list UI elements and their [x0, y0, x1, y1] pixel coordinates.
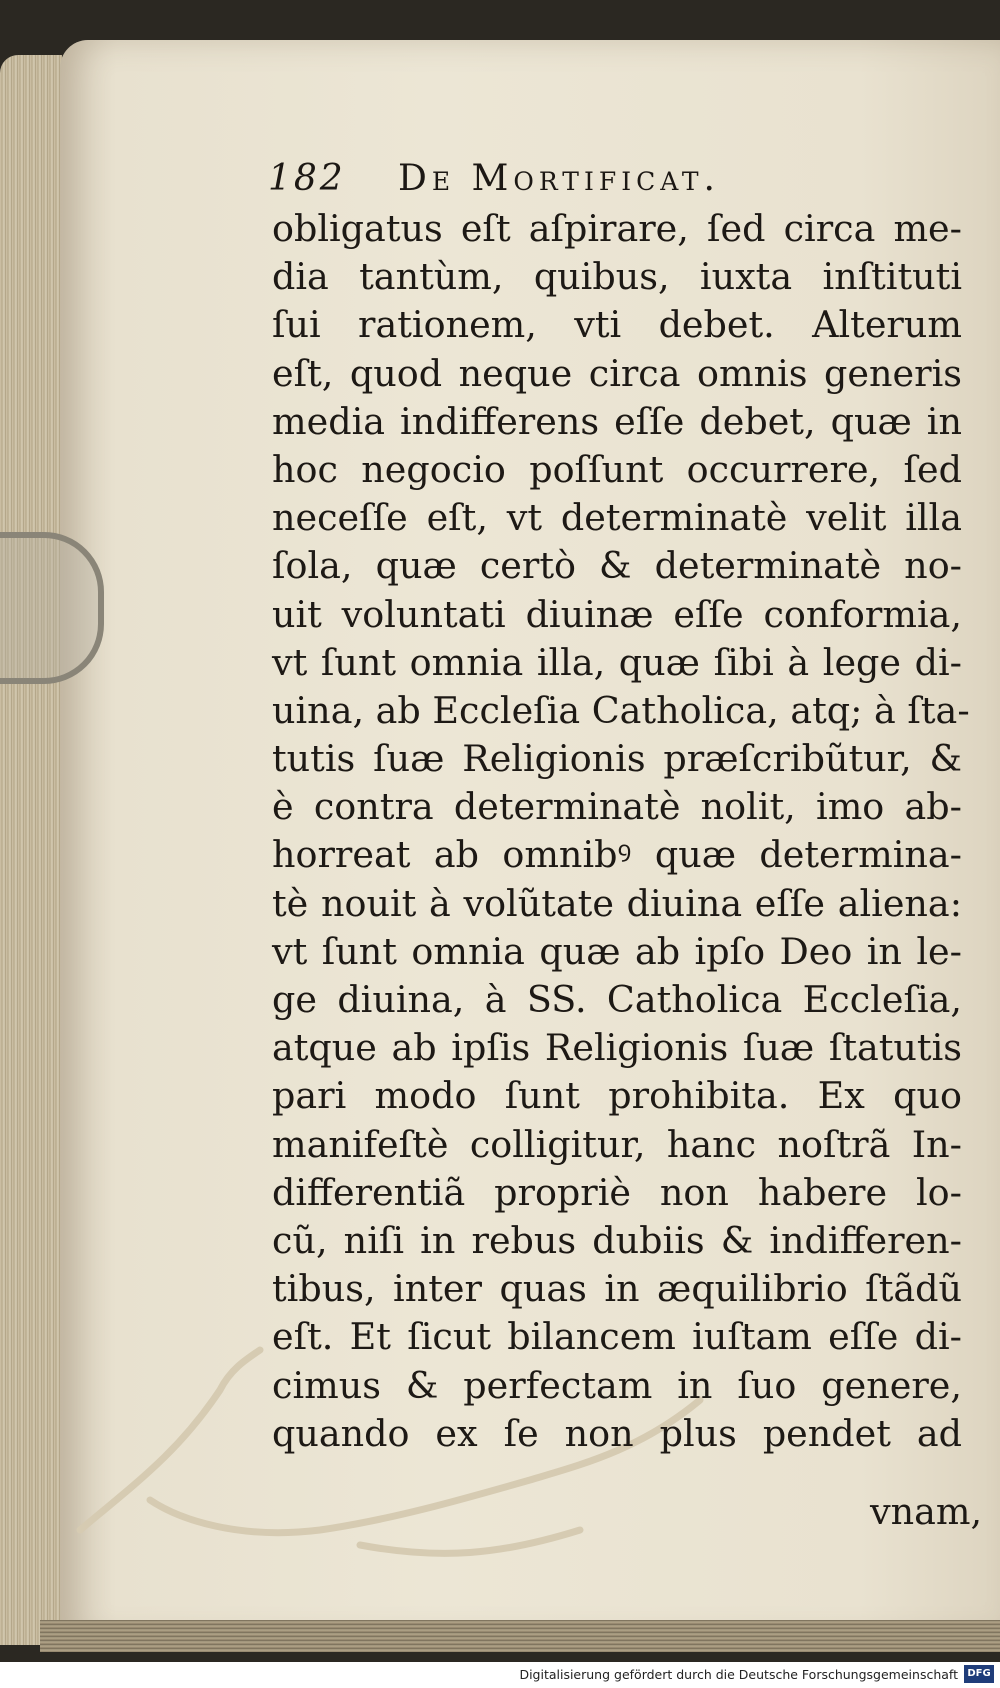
text-line: cimus & perfectam in ſuo genere,: [272, 1363, 962, 1407]
text-line: manifeſtè colligitur, hanc noſtrã In-: [272, 1122, 962, 1166]
text-line: uit voluntati diuinæ eſſe conformia,: [272, 592, 962, 636]
text-line: ſola, quæ certò & determinatè no-: [272, 544, 962, 588]
text-line: dia tantùm, quibus, iuxta inſtituti: [272, 255, 962, 299]
text-line: quando ex ſe non plus pendet ad: [272, 1411, 962, 1455]
text-line: pari modo ſunt prohibita. Ex quo: [272, 1074, 962, 1118]
page-header: [268, 158, 828, 208]
text-line: hoc negocio poſſunt occurrere, ſed: [272, 447, 962, 491]
text-line: vt ſunt omnia illa, quæ ſibi à lege di-: [272, 640, 962, 684]
text-line: atque ab ipſis Religionis ſuæ ſtatutis: [272, 1026, 962, 1070]
text-line: ſui rationem, vti debet. Alterum: [272, 303, 962, 347]
text-line: media indifferens eſſe debet, quæ in: [272, 399, 962, 443]
text-line: differentiã propriè non habere lo-: [272, 1170, 962, 1214]
text-line: neceſſe eſt, vt determinatè velit illa: [272, 496, 962, 540]
page-bottom-edge: [40, 1620, 1000, 1652]
book-clasp: [0, 532, 104, 684]
running-title: De Mortificat.: [398, 158, 721, 199]
text-line: è contra determinatè nolit, imo ab-: [272, 785, 962, 829]
text-line: uina, ab Eccleſia Catholica, atq; à ſta-: [272, 688, 970, 732]
funding-credit: Digitalisierung gefördert durch die Deutsche Forschungsgemeinschaft: [519, 1667, 958, 1682]
text-line: ge diuina, à SS. Catholica Eccleſia,: [272, 978, 962, 1021]
text-line: tutis ſuæ Religionis præſcribũtur, &: [272, 737, 962, 781]
page-number: 182: [268, 158, 346, 199]
dfg-logo: DFG: [964, 1665, 994, 1683]
text-line: obligatus eſt aſpirare, ſed circa me-: [272, 207, 962, 250]
catchword: vnam,: [870, 1490, 983, 1533]
text-line: tè nouit à volũtate diuina eſſe aliena:: [272, 881, 962, 925]
page-fore-edge: [0, 55, 62, 1645]
text-line: vt ſunt omnia quæ ab ipſo Deo in le-: [272, 929, 962, 973]
footer-bar: [0, 1662, 1000, 1688]
text-line: horreat ab omnibꝰ quæ determina-: [272, 833, 962, 877]
text-line: eſt. Et ſicut bilancem iuſtam eſſe di-: [272, 1315, 962, 1359]
text-line: cũ, niſi in rebus dubiis & indifferen-: [272, 1218, 962, 1262]
text-line: tibus, inter quas in æquilibrio ſtãdũ: [272, 1267, 962, 1311]
text-line: eſt, quod neque circa omnis generis: [272, 351, 962, 395]
body-text: [272, 205, 970, 1458]
